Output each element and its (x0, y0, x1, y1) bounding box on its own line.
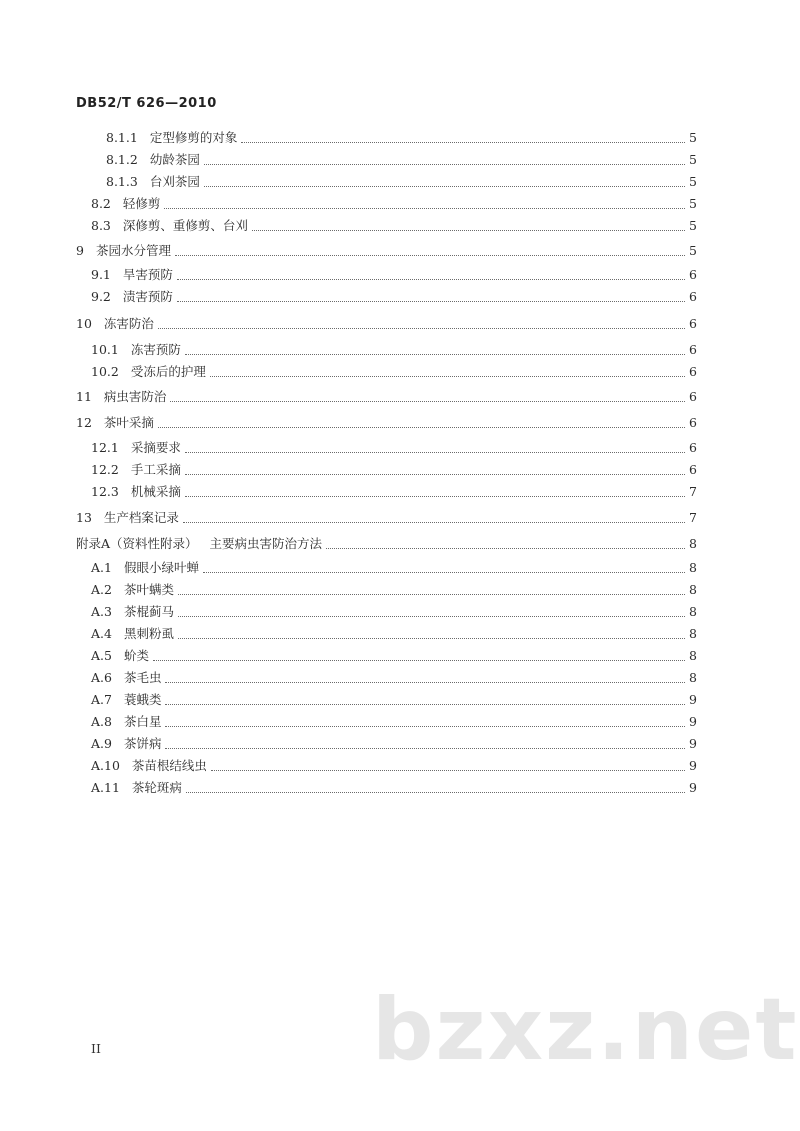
toc-entry-page: 9 (689, 758, 697, 773)
toc-leader-dots (158, 427, 685, 428)
toc-entry-number: 9.2 (91, 289, 111, 304)
toc-entry-title: 茶园水分管理 (95, 243, 171, 258)
toc-entry[interactable] (76, 509, 697, 527)
toc-entry-page: 6 (689, 415, 697, 430)
toc-leader-dots (185, 452, 685, 453)
toc-entry[interactable] (91, 266, 697, 284)
toc-entry[interactable] (106, 129, 697, 147)
toc-leader-dots (210, 376, 685, 377)
toc-entry-page: 6 (689, 389, 697, 404)
toc-entry-page: 6 (689, 440, 697, 455)
toc-leader-dots (177, 301, 685, 302)
toc-entry-title: 受冻后的护理 (130, 364, 206, 379)
toc-leader-dots (165, 726, 685, 727)
toc-entry-title: 幼龄茶园 (149, 152, 200, 167)
toc-entry-number: 8.1.1 (106, 130, 138, 145)
toc-entry-title: 深修剪、重修剪、台刈 (122, 218, 248, 233)
toc-entry[interactable] (106, 151, 697, 169)
toc-entry-title: 台刈茶园 (149, 174, 200, 189)
toc-entry-title: 茶苗根结线虫 (131, 758, 207, 773)
toc-entry-title: 冻害防治 (103, 316, 154, 331)
toc-leader-dots (252, 230, 685, 231)
toc-entry-title: 机械采摘 (130, 484, 181, 499)
toc-entry-number: 附录A（资料性附录） (76, 536, 198, 551)
toc-entry[interactable] (91, 363, 697, 381)
toc-entry-page: 6 (689, 342, 697, 357)
toc-entry-page: 5 (689, 174, 697, 189)
toc-entry-number: A.8 (91, 714, 112, 729)
toc-entry-number: 10.2 (91, 364, 119, 379)
toc-entry-number: 12.3 (91, 484, 119, 499)
toc-entry-title: 茶叶采摘 (103, 415, 154, 430)
toc-leader-dots (153, 660, 685, 661)
toc-entry-page: 8 (689, 670, 697, 685)
toc-entry-page: 7 (689, 484, 697, 499)
toc-entry[interactable] (91, 735, 697, 753)
toc-entry-title: 茶叶螨类 (123, 582, 174, 597)
toc-entry-page: 9 (689, 736, 697, 751)
toc-entry-title: 茶轮斑病 (131, 780, 182, 795)
toc-entry-number: 10.1 (91, 342, 119, 357)
toc-entry-number: 12.1 (91, 440, 119, 455)
toc-entry-page: 5 (689, 243, 697, 258)
toc-entry-title: 茶毛虫 (123, 670, 162, 685)
toc-entry-number: A.7 (91, 692, 112, 707)
toc-entry-page: 6 (689, 364, 697, 379)
toc-leader-dots (185, 496, 685, 497)
toc-entry-title: 蚧类 (123, 648, 149, 663)
toc-entry-title: 主要病虫害防治方法 (209, 536, 323, 551)
toc-entry[interactable] (76, 315, 697, 333)
toc-entry[interactable] (76, 414, 697, 432)
toc-entry-page: 8 (689, 626, 697, 641)
toc-entry-number: A.3 (91, 604, 112, 619)
toc-entry[interactable] (91, 779, 697, 797)
toc-leader-dots (165, 682, 685, 683)
watermark-text: bzxz.net (372, 980, 799, 1080)
toc-entry-page: 6 (689, 462, 697, 477)
toc-entry[interactable] (91, 757, 697, 775)
toc-entry[interactable] (91, 559, 697, 577)
toc-leader-dots (164, 208, 685, 209)
toc-entry-title: 渍害预防 (122, 289, 173, 304)
toc-entry[interactable] (76, 242, 697, 260)
standard-id: DB52/T 626—2010 (76, 96, 217, 111)
toc-entry-page: 8 (689, 536, 697, 551)
page-number: II (91, 1041, 101, 1056)
toc-entry-number: A.5 (91, 648, 112, 663)
toc-entry-number: 12 (76, 415, 92, 430)
toc-entry-number: 13 (76, 510, 92, 525)
toc-entry[interactable] (106, 173, 697, 191)
toc-entry-number: 9.1 (91, 267, 111, 282)
toc-leader-dots (177, 279, 685, 280)
toc-entry-page: 9 (689, 780, 697, 795)
toc-entry-number: 8.2 (91, 196, 111, 211)
toc-entry-title: 病虫害防治 (103, 389, 167, 404)
toc-leader-dots (185, 474, 685, 475)
toc-leader-dots (186, 792, 685, 793)
toc-entry-page: 5 (689, 152, 697, 167)
toc-leader-dots (178, 594, 685, 595)
toc-entry-number: A.10 (91, 758, 120, 773)
toc-leader-dots (158, 328, 685, 329)
toc-entry-title: 采摘要求 (130, 440, 181, 455)
toc-entry-title: 假眼小绿叶蝉 (123, 560, 199, 575)
toc-entry-title: 茶白星 (123, 714, 162, 729)
toc-entry-number: 8.1.3 (106, 174, 138, 189)
toc-leader-dots (203, 572, 685, 573)
toc-entry-number: 12.2 (91, 462, 119, 477)
toc-entry-title: 茶饼病 (123, 736, 162, 751)
toc-entry[interactable] (91, 483, 697, 501)
toc-leader-dots (175, 255, 685, 256)
toc-leader-dots (204, 164, 685, 165)
toc-entry-page: 5 (689, 218, 697, 233)
toc-entry-page: 6 (689, 289, 697, 304)
toc-entry-number: A.9 (91, 736, 112, 751)
toc-leader-dots (241, 142, 685, 143)
toc-leader-dots (185, 354, 685, 355)
toc-entry-page: 9 (689, 714, 697, 729)
toc-entry[interactable] (91, 288, 697, 306)
toc-entry[interactable] (91, 603, 697, 621)
toc-entry-number: 11 (76, 389, 92, 404)
toc-entry-page: 6 (689, 316, 697, 331)
toc-entry-title: 轻修剪 (122, 196, 161, 211)
toc-entry[interactable] (91, 647, 697, 665)
toc-leader-dots (165, 704, 685, 705)
toc-entry-title: 生产档案记录 (103, 510, 179, 525)
toc-entry-number: A.1 (91, 560, 112, 575)
toc-leader-dots (178, 638, 685, 639)
toc-entry[interactable] (91, 691, 697, 709)
toc-entry-number: A.6 (91, 670, 112, 685)
toc-entry-title: 旱害预防 (122, 267, 173, 282)
toc-leader-dots (211, 770, 685, 771)
toc-entry[interactable] (91, 461, 697, 479)
toc-entry-number: A.4 (91, 626, 112, 641)
toc-entry[interactable] (91, 669, 697, 687)
toc-entry-page: 9 (689, 692, 697, 707)
toc-leader-dots (326, 548, 685, 549)
toc-entry-page: 8 (689, 560, 697, 575)
toc-entry[interactable] (91, 713, 697, 731)
toc-entry-number: 10 (76, 316, 92, 331)
toc-entry-number: 8.3 (91, 218, 111, 233)
toc-entry-page: 8 (689, 648, 697, 663)
toc-entry-page: 5 (689, 130, 697, 145)
toc-entry-page: 6 (689, 267, 697, 282)
toc-leader-dots (178, 616, 685, 617)
toc-entry-page: 8 (689, 582, 697, 597)
toc-entry-number: 9 (76, 243, 84, 258)
toc-entry[interactable] (91, 625, 697, 643)
toc-entry-page: 8 (689, 604, 697, 619)
toc-leader-dots (183, 522, 685, 523)
toc-entry[interactable] (91, 217, 697, 235)
toc-entry-title: 手工采摘 (130, 462, 181, 477)
toc-entry[interactable] (76, 388, 697, 406)
toc-entry-title: 冻害预防 (130, 342, 181, 357)
toc-entry-title: 定型修剪的对象 (149, 130, 238, 145)
toc-leader-dots (204, 186, 685, 187)
toc-entry[interactable] (91, 195, 697, 213)
toc-entry-page: 7 (689, 510, 697, 525)
toc-entry[interactable] (91, 439, 697, 457)
toc-leader-dots (165, 748, 685, 749)
toc-entry-page: 5 (689, 196, 697, 211)
toc-entry-number: A.11 (91, 780, 120, 795)
toc-entry-number: 8.1.2 (106, 152, 138, 167)
toc-leader-dots (170, 401, 685, 402)
toc-entry-title: 茶棍蓟马 (123, 604, 174, 619)
toc-entry-title: 黑刺粉虱 (123, 626, 174, 641)
toc-entry-number: A.2 (91, 582, 112, 597)
toc-entry[interactable] (91, 581, 697, 599)
toc-entry[interactable] (91, 341, 697, 359)
toc-entry[interactable] (76, 535, 697, 553)
toc-entry-title: 蓑蛾类 (123, 692, 162, 707)
